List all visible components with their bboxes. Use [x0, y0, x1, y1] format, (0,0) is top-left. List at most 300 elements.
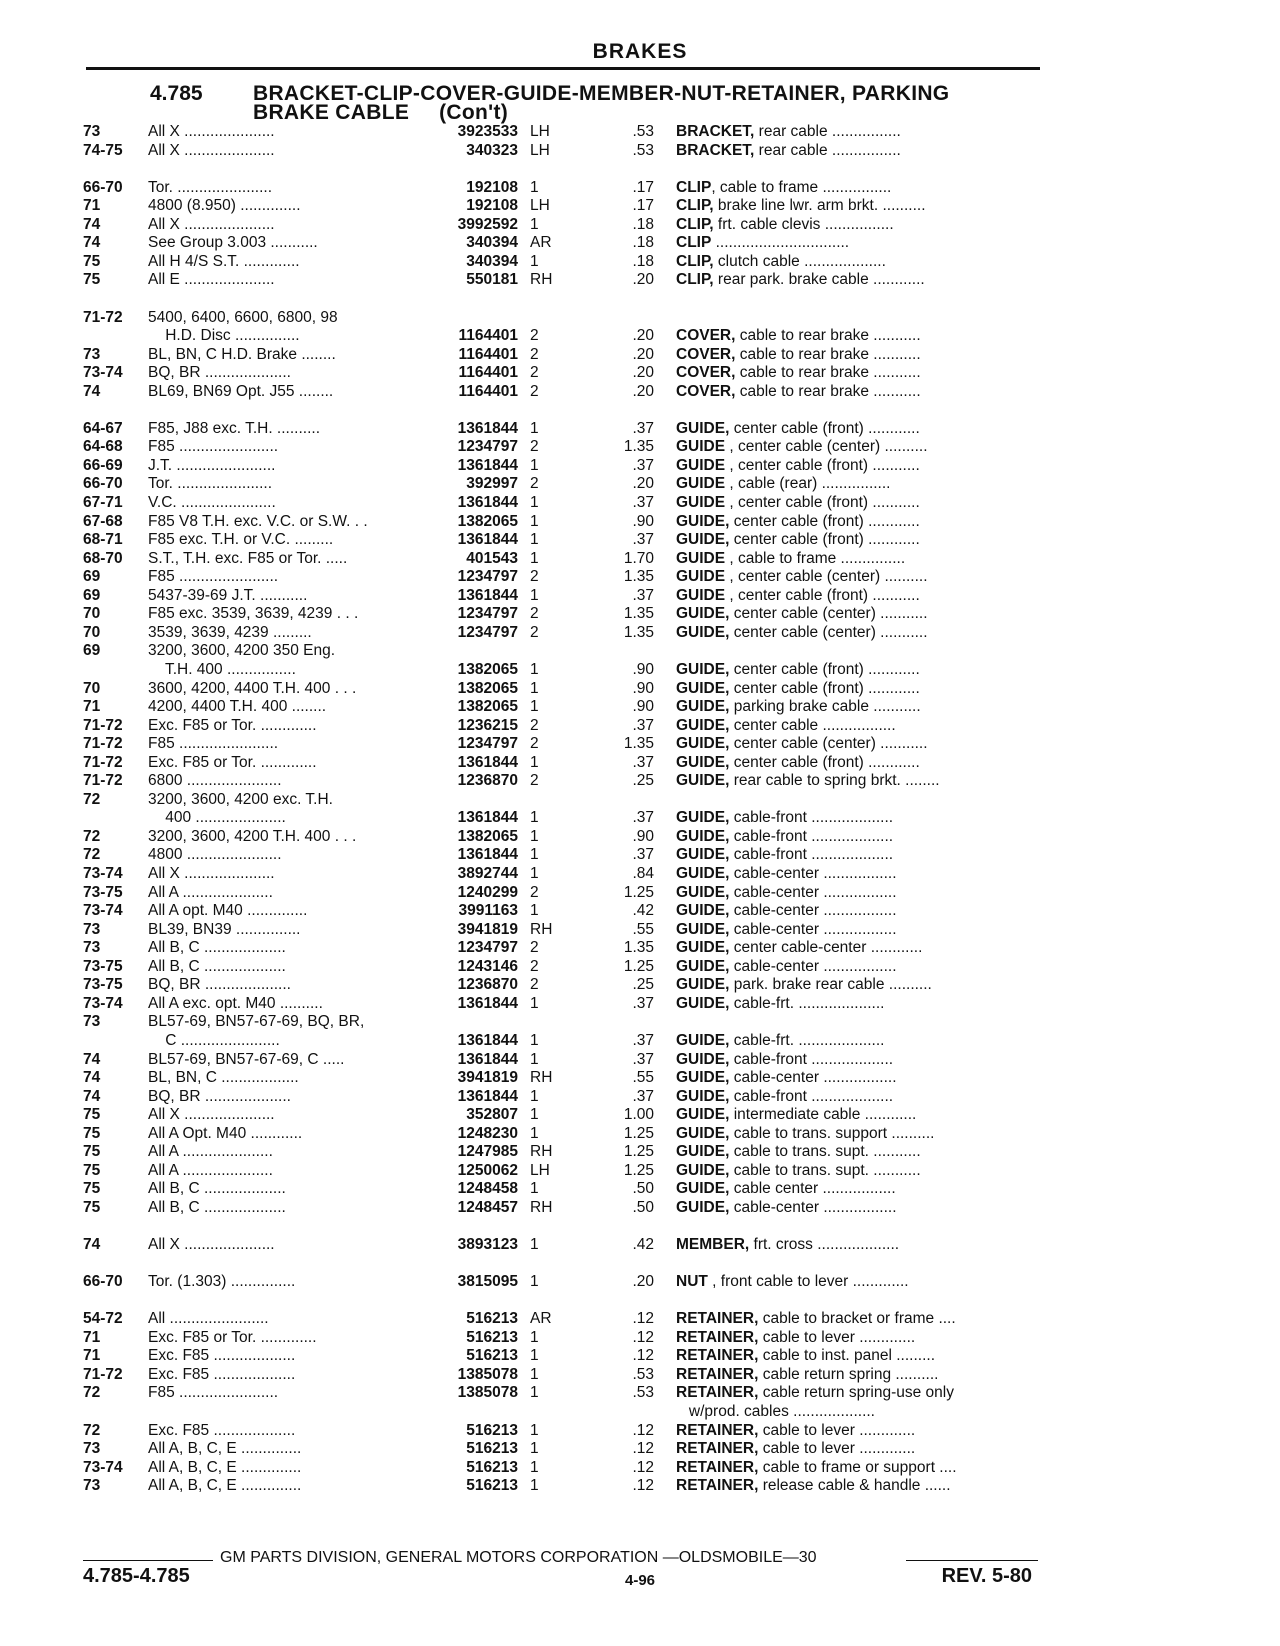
row-description — [676, 1050, 1038, 1069]
row-description — [676, 270, 1038, 289]
table-row — [0, 864, 1280, 883]
row-price: .17 — [632, 178, 654, 196]
row-year: 73-75 — [83, 976, 123, 994]
row-price: .12 — [632, 1310, 654, 1328]
row-year: 66-70 — [83, 1273, 123, 1291]
row-part-number: 1248230 — [457, 1124, 518, 1142]
row-description-keyword: COVER, — [676, 327, 736, 345]
row-description — [676, 215, 1038, 234]
row-year: 66-70 — [83, 475, 123, 493]
row-price: .25 — [632, 976, 654, 994]
table-row — [0, 734, 1280, 753]
table-row — [0, 549, 1280, 568]
table-row — [0, 141, 1280, 160]
row-description — [676, 437, 1038, 456]
row-model: V.C. ...................... — [148, 494, 276, 511]
row-description-keyword: COVER, — [676, 382, 736, 400]
row-description-text: cable to lever ............. — [758, 1328, 916, 1346]
row-quantity: 1 — [530, 586, 539, 604]
row-part-number: 1234797 — [457, 438, 518, 456]
row-price: .17 — [632, 197, 654, 215]
row-model: F85 exc. T.H. or V.C. ......... — [148, 531, 334, 549]
row-description — [676, 604, 1038, 623]
row-part-number: 1361844 — [457, 809, 518, 827]
row-description-keyword: RETAINER, — [676, 1328, 759, 1346]
row-year: 75 — [83, 1198, 101, 1216]
row-description-keyword: GUIDE — [676, 456, 726, 474]
row-price: .12 — [632, 1347, 654, 1365]
row-description — [676, 178, 1038, 197]
row-description-text: cable-center ................. — [729, 902, 897, 920]
row-year: 75 — [83, 1180, 101, 1198]
table-row — [0, 1402, 1280, 1421]
row-quantity: 1 — [530, 512, 539, 530]
row-price: 1.25 — [623, 883, 654, 901]
row-quantity: RH — [530, 920, 553, 938]
row-quantity: 1 — [530, 1347, 539, 1365]
row-model: See Group 3.003 ........... — [148, 234, 318, 252]
table-row — [0, 901, 1280, 920]
row-model: H.D. Disc ............... — [148, 327, 300, 345]
row-year: 75 — [83, 252, 101, 270]
row-description — [676, 901, 1038, 920]
row-description — [676, 196, 1038, 215]
row-description — [676, 382, 1038, 401]
row-quantity: 2 — [530, 939, 539, 957]
table-row — [0, 493, 1280, 512]
row-model: All A exc. opt. M40 .......... — [148, 994, 323, 1012]
row-description-keyword: GUIDE, — [676, 1087, 730, 1105]
row-description-text: cable to trans. supt. ........... — [729, 1161, 921, 1179]
row-model: F85 ....................... — [148, 1384, 279, 1402]
row-description — [676, 734, 1038, 753]
row-model: All A opt. M40 .............. — [148, 902, 308, 920]
row-description — [676, 697, 1038, 716]
row-quantity: 1 — [530, 494, 539, 511]
row-description-text: center cable-center ............ — [729, 939, 923, 957]
row-quantity: 1 — [530, 1031, 539, 1049]
row-part-number: 1361844 — [457, 994, 518, 1012]
row-quantity: LH — [530, 123, 550, 140]
row-description — [676, 827, 1038, 846]
row-year: 72 — [83, 790, 101, 808]
row-price: 1.35 — [623, 735, 654, 753]
row-year: 71 — [83, 698, 101, 716]
row-model: All X ..................... — [148, 1106, 275, 1124]
row-description-text: cable-frt. .................... — [729, 994, 885, 1012]
table-row — [0, 994, 1280, 1013]
row-part-number: 1234797 — [457, 568, 518, 586]
row-description-text: center cable (center) ........... — [729, 605, 928, 623]
row-description-keyword: BRACKET, — [676, 141, 755, 159]
row-model: All ....................... — [148, 1310, 269, 1328]
row-model: Exc. F85 ................... — [148, 1421, 296, 1439]
row-part-number: 3992592 — [457, 215, 518, 233]
row-description — [676, 1383, 1038, 1402]
row-description-keyword: GUIDE, — [676, 902, 730, 920]
table-row — [0, 1383, 1280, 1402]
row-description-keyword: CLIP, — [676, 252, 714, 270]
row-description-text: cable-center ................. — [729, 1069, 897, 1087]
row-part-number: 1361844 — [457, 1050, 518, 1068]
row-model: All A ..................... — [148, 1143, 273, 1161]
row-part-number: 1234797 — [457, 605, 518, 623]
table-row — [0, 122, 1280, 141]
row-year: 75 — [83, 1161, 101, 1179]
row-description — [676, 845, 1038, 864]
row-price: .55 — [632, 1069, 654, 1087]
row-quantity: 2 — [530, 327, 539, 345]
row-price: .55 — [632, 920, 654, 938]
table-row — [0, 1328, 1280, 1347]
row-description-text: , center cable (front) ........... — [725, 586, 920, 604]
row-description — [676, 512, 1038, 531]
row-model: Exc. F85 ................... — [148, 1347, 296, 1365]
row-description — [676, 1161, 1038, 1180]
table-row — [0, 1068, 1280, 1087]
row-description — [676, 1402, 1038, 1421]
table-row — [0, 1124, 1280, 1143]
table-row — [0, 623, 1280, 642]
row-part-number: 340323 — [466, 141, 518, 159]
row-description — [676, 122, 1038, 141]
row-price: .12 — [632, 1440, 654, 1458]
row-price: 1.25 — [623, 1161, 654, 1179]
row-price: .20 — [632, 327, 654, 345]
row-model: 400 ..................... — [148, 809, 286, 827]
row-description-text: ............................... — [711, 234, 850, 252]
row-part-number: 340394 — [466, 234, 518, 252]
row-description-keyword: GUIDE, — [676, 753, 730, 771]
table-row — [0, 957, 1280, 976]
row-description-keyword: GUIDE, — [676, 846, 730, 864]
row-description-text: park. brake rear cable .......... — [729, 976, 932, 994]
row-year: 72 — [83, 846, 101, 864]
row-year: 73 — [83, 1477, 101, 1495]
table-row — [0, 512, 1280, 531]
row-description-keyword: RETAINER, — [676, 1384, 759, 1402]
row-quantity: 1 — [530, 1384, 539, 1402]
row-model: All E ..................... — [148, 271, 275, 289]
row-year: 73 — [83, 1013, 101, 1031]
row-price: .20 — [632, 382, 654, 400]
row-year: 71-72 — [83, 753, 123, 771]
row-model: All A, B, C, E .............. — [148, 1440, 302, 1458]
row-model: BL69, BN69 Opt. J55 ........ — [148, 382, 334, 400]
row-model: 3600, 4200, 4400 T.H. 400 . . . — [148, 679, 357, 697]
table-row — [0, 1309, 1280, 1328]
row-description — [676, 363, 1038, 382]
row-year: 54-72 — [83, 1310, 123, 1328]
table-row — [0, 660, 1280, 679]
row-part-number: 1240299 — [457, 883, 518, 901]
row-year: 69 — [83, 586, 101, 604]
row-description-text: rear park. brake cable ............ — [713, 271, 925, 289]
row-price: 1.35 — [623, 605, 654, 623]
row-description-text: center cable (center) ........... — [729, 735, 928, 753]
row-description — [676, 1346, 1038, 1365]
row-description-text: center cable (center) ........... — [729, 623, 928, 641]
table-row — [0, 567, 1280, 586]
row-price: .12 — [632, 1421, 654, 1439]
row-year: 66-70 — [83, 178, 123, 196]
row-year: 68-70 — [83, 549, 123, 567]
row-description-text: center cable (front) ............ — [729, 512, 920, 530]
table-row — [0, 1365, 1280, 1384]
table-row — [0, 883, 1280, 902]
row-description-text: frt. cable clevis ................ — [713, 215, 894, 233]
row-year: 75 — [83, 1106, 101, 1124]
row-description-keyword: GUIDE, — [676, 1180, 730, 1198]
row-part-number: 1361844 — [457, 456, 518, 474]
row-price: 1.35 — [623, 939, 654, 957]
row-year: 71-72 — [83, 308, 123, 326]
row-description-text: cable-frt. .................... — [729, 1031, 885, 1049]
row-price: .42 — [632, 1236, 654, 1253]
row-model: Exc. F85 or Tor. ............. — [148, 716, 317, 734]
section-title-line1: BRACKET-CLIP-COVER-GUIDE-MEMBER-NUT-RETAINER, PARKING — [253, 82, 950, 105]
row-price: 1.00 — [623, 1106, 654, 1124]
row-model: 3200, 3600, 4200 350 Eng. — [148, 642, 336, 660]
row-description-text: , center cable (front) ........... — [725, 456, 920, 474]
row-part-number: 516213 — [466, 1421, 518, 1439]
row-description — [676, 957, 1038, 976]
row-part-number: 3892744 — [457, 865, 518, 882]
row-description-text: cable to lever ............. — [758, 1421, 916, 1439]
row-description — [676, 1328, 1038, 1347]
row-description-text: , center cable (center) .......... — [725, 568, 928, 586]
footer-rule-right — [906, 1560, 1038, 1561]
row-year: 71-72 — [83, 1365, 123, 1383]
row-year: 75 — [83, 271, 101, 289]
table-row — [0, 679, 1280, 698]
row-model: All B, C ................... — [148, 1198, 286, 1216]
section-continued: (Con't) — [439, 101, 509, 124]
table-row — [0, 697, 1280, 716]
row-model: F85 V8 T.H. exc. V.C. or S.W. . . — [148, 512, 368, 530]
row-part-number: 1250062 — [457, 1161, 518, 1179]
row-description-keyword: BRACKET, — [676, 123, 755, 140]
row-part-number: 516213 — [466, 1310, 518, 1328]
row-price: 1.25 — [623, 957, 654, 975]
row-description — [676, 493, 1038, 512]
row-year: 71 — [83, 1328, 101, 1346]
table-row — [0, 363, 1280, 382]
row-price: .12 — [632, 1458, 654, 1476]
row-description — [676, 660, 1038, 679]
table-row — [0, 920, 1280, 939]
row-part-number: 1248458 — [457, 1180, 518, 1198]
row-quantity: 1 — [530, 1124, 539, 1142]
row-part-number: 401543 — [466, 549, 518, 567]
row-model: BQ, BR .................... — [148, 1087, 291, 1105]
row-description-keyword: RETAINER, — [676, 1421, 759, 1439]
row-description — [676, 1124, 1038, 1143]
row-description-text: cable to rear brake ........... — [735, 327, 921, 345]
row-description — [676, 975, 1038, 994]
row-description-keyword: RETAINER, — [676, 1347, 759, 1365]
table-row — [0, 530, 1280, 549]
row-year: 73-74 — [83, 1458, 123, 1476]
row-description-text: , center cable (front) ........... — [725, 494, 920, 511]
row-description — [676, 716, 1038, 735]
row-quantity: 1 — [530, 1458, 539, 1476]
row-price: .50 — [632, 1198, 654, 1216]
row-price: .37 — [632, 994, 654, 1012]
row-year: 72 — [83, 1421, 101, 1439]
row-model: All X ..................... — [148, 865, 275, 882]
row-quantity: 2 — [530, 716, 539, 734]
row-description — [676, 456, 1038, 475]
row-part-number: 392997 — [466, 475, 518, 493]
row-price: .37 — [632, 456, 654, 474]
row-price: .18 — [632, 215, 654, 233]
row-description-text: cable-front ................... — [729, 846, 894, 864]
table-row — [0, 845, 1280, 864]
row-description — [676, 530, 1038, 549]
row-description — [676, 883, 1038, 902]
row-description-text: cable to lever ............. — [758, 1440, 916, 1458]
row-description — [676, 679, 1038, 698]
row-model: 4800 (8.950) .............. — [148, 197, 301, 215]
row-description-keyword: GUIDE, — [676, 660, 730, 678]
table-row — [0, 1346, 1280, 1365]
row-part-number: 1361844 — [457, 586, 518, 604]
row-part-number: 3893123 — [457, 1236, 518, 1253]
row-year: 64-67 — [83, 419, 123, 437]
row-quantity: 1 — [530, 865, 539, 882]
row-description-text: , center cable (center) .......... — [725, 438, 928, 456]
row-description-text: cable to rear brake ........... — [735, 345, 921, 363]
row-model: All B, C ................... — [148, 939, 286, 957]
row-year: 73 — [83, 939, 101, 957]
row-quantity: 1 — [530, 902, 539, 920]
row-price: .42 — [632, 902, 654, 920]
row-description — [676, 753, 1038, 772]
row-model: All A Opt. M40 ............ — [148, 1124, 303, 1142]
row-model: Exc. F85 ................... — [148, 1365, 296, 1383]
row-description-text: center cable (front) ............ — [729, 753, 920, 771]
row-part-number: 1234797 — [457, 735, 518, 753]
row-quantity: 1 — [530, 549, 539, 567]
row-year: 71 — [83, 197, 101, 215]
row-part-number: 1382065 — [457, 698, 518, 716]
row-part-number: 516213 — [466, 1440, 518, 1458]
row-description-keyword: RETAINER, — [676, 1440, 759, 1458]
section-number: 4.785 — [150, 82, 203, 105]
row-year: 73 — [83, 345, 101, 363]
row-model: BL57-69, BN57-67-69, C ..... — [148, 1050, 345, 1068]
row-description-text: cable-center ................. — [729, 957, 897, 975]
row-year: 72 — [83, 827, 101, 845]
row-part-number: 1164401 — [458, 345, 518, 363]
row-description — [676, 141, 1038, 160]
row-description-keyword: RETAINER, — [676, 1310, 759, 1328]
footer-rule-left — [83, 1560, 213, 1561]
row-part-number: 516213 — [466, 1477, 518, 1495]
row-price: .37 — [632, 1087, 654, 1105]
row-description — [676, 1068, 1038, 1087]
row-quantity: 1 — [530, 178, 539, 196]
row-description-text: rear cable ................ — [754, 141, 901, 159]
row-description — [676, 1421, 1038, 1440]
table-row — [0, 345, 1280, 364]
row-part-number: 550181 — [466, 271, 518, 289]
table-row — [0, 437, 1280, 456]
row-description — [676, 808, 1038, 827]
table-row — [0, 1458, 1280, 1477]
row-price: .53 — [632, 141, 654, 159]
row-year: 73 — [83, 920, 101, 938]
table-row — [0, 938, 1280, 957]
table-row — [0, 1012, 1280, 1031]
row-model: BL, BN, C H.D. Brake ........ — [148, 345, 336, 363]
table-row — [0, 1198, 1280, 1217]
row-quantity: 2 — [530, 382, 539, 400]
row-description-keyword: GUIDE, — [676, 957, 730, 975]
table-row — [0, 1142, 1280, 1161]
row-description-keyword: GUIDE, — [676, 1198, 730, 1216]
row-model: BL39, BN39 ............... — [148, 920, 301, 938]
row-description-text: w/prod. cables ................... — [676, 1402, 875, 1420]
row-quantity: 2 — [530, 976, 539, 994]
row-description-text: cable to trans. support .......... — [729, 1124, 935, 1142]
row-description-text: clutch cable ................... — [713, 252, 886, 270]
row-year: 70 — [83, 605, 101, 623]
row-part-number: 1236870 — [457, 976, 518, 994]
row-description-keyword: RETAINER, — [676, 1477, 759, 1495]
row-model: All X ..................... — [148, 141, 275, 159]
row-description-text: cable-front ................... — [729, 1087, 894, 1105]
row-description-text: center cable (front) ............ — [729, 531, 920, 549]
row-part-number: 1236215 — [457, 716, 518, 734]
row-quantity: AR — [530, 234, 552, 252]
row-year: 74 — [83, 1087, 101, 1105]
row-part-number: 1385078 — [457, 1365, 518, 1383]
row-description-keyword: GUIDE — [676, 438, 726, 456]
row-quantity: 1 — [530, 1087, 539, 1105]
row-description-keyword: CLIP, — [676, 215, 714, 233]
row-description — [676, 1105, 1038, 1124]
row-year: 73-74 — [83, 994, 123, 1012]
row-description-text: center cable (front) ............ — [729, 419, 920, 437]
row-description-keyword: CLIP, — [676, 197, 714, 215]
row-price: .90 — [632, 679, 654, 697]
row-description-keyword: GUIDE — [676, 568, 726, 586]
row-description — [676, 549, 1038, 568]
row-price: .84 — [632, 865, 654, 882]
row-quantity: RH — [530, 1069, 553, 1087]
row-model: BQ, BR .................... — [148, 364, 291, 382]
row-model: 3200, 3600, 4200 T.H. 400 . . . — [148, 827, 357, 845]
table-row — [0, 1235, 1280, 1254]
row-price: 1.25 — [623, 1143, 654, 1161]
row-quantity: 2 — [530, 772, 539, 790]
row-description-text: cable-center ................. — [729, 1198, 897, 1216]
row-description-keyword: GUIDE — [676, 586, 726, 604]
row-part-number: 1382065 — [457, 660, 518, 678]
table-row — [0, 790, 1280, 809]
row-price: .37 — [632, 846, 654, 864]
row-description-text: release cable & handle ...... — [758, 1477, 951, 1495]
row-description-keyword: GUIDE, — [676, 994, 730, 1012]
row-quantity: 1 — [530, 827, 539, 845]
row-model: All X ..................... — [148, 215, 275, 233]
row-description-text: parking brake cable ........... — [729, 698, 921, 716]
row-description-text: cable to trans. supt. ........... — [729, 1143, 921, 1161]
table-row — [0, 586, 1280, 605]
row-price: .20 — [632, 364, 654, 382]
